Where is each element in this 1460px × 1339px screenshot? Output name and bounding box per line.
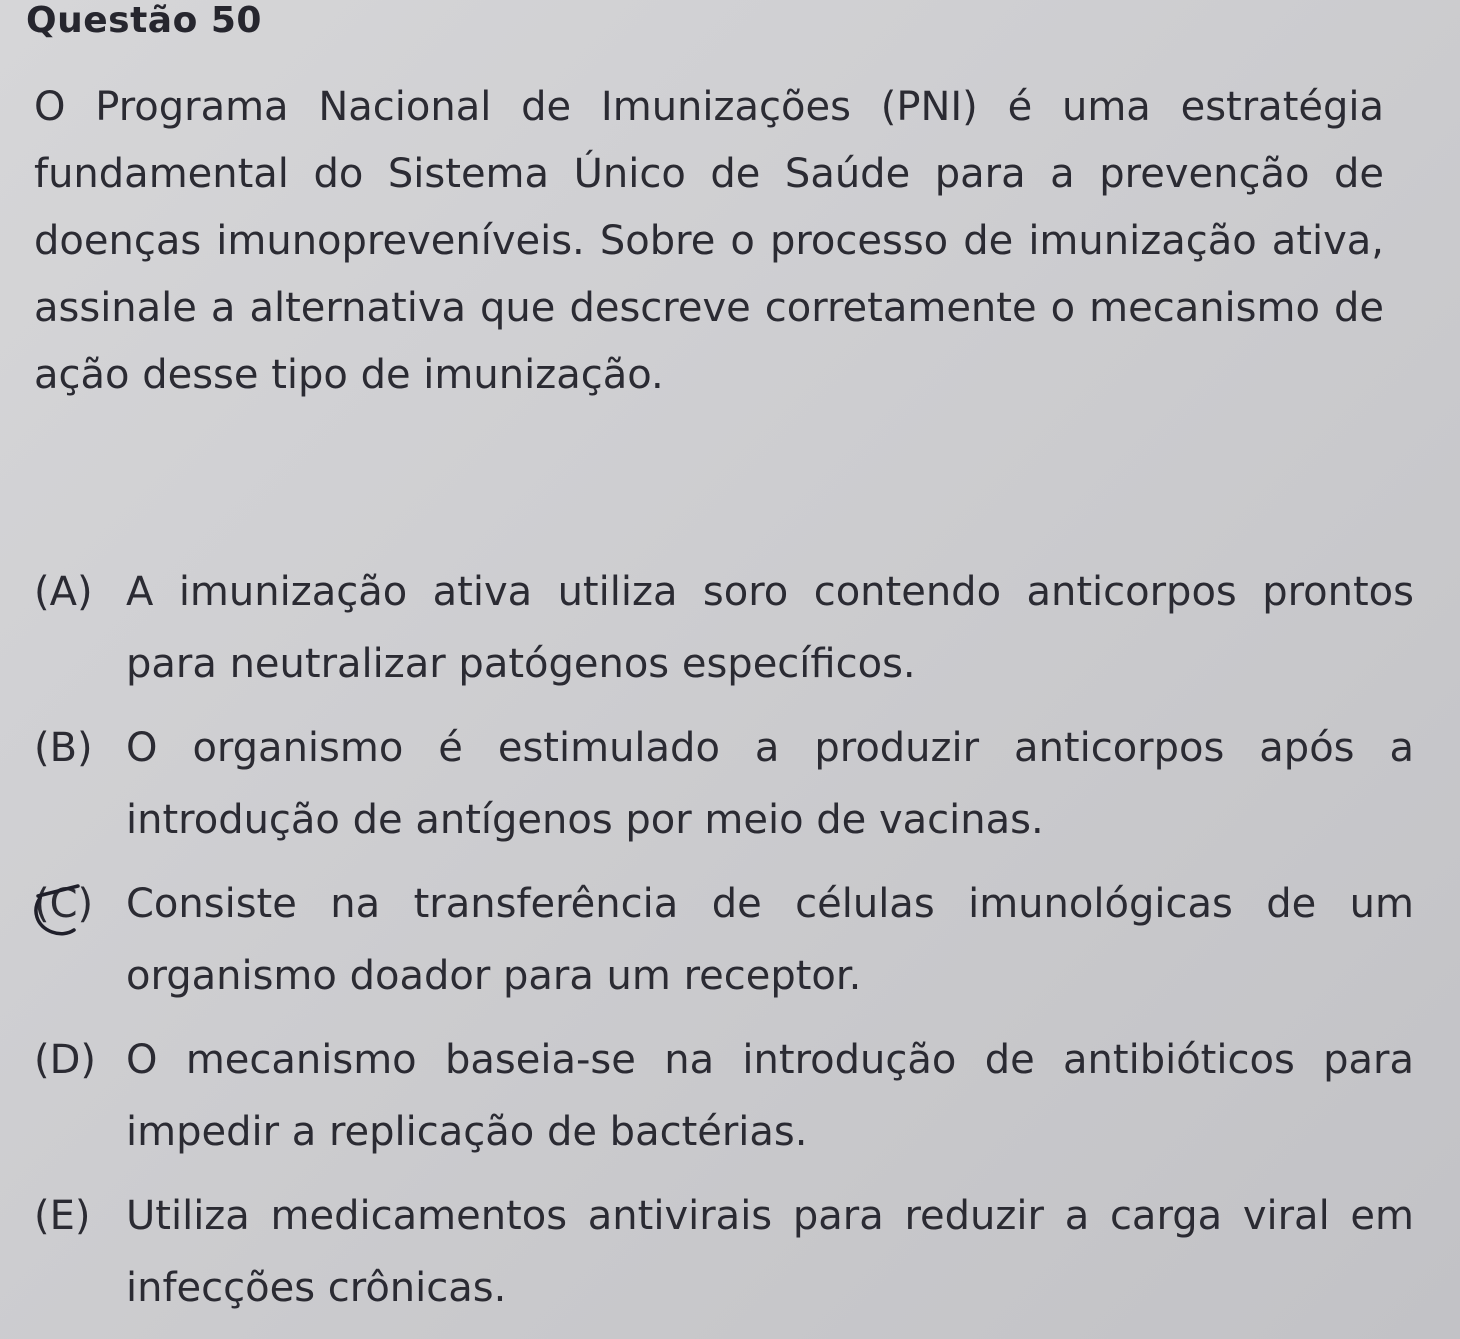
option-a[interactable]: [34, 556, 1414, 700]
option-c[interactable]: [34, 868, 1414, 1012]
answer-options: [34, 556, 1414, 1324]
option-d-text: O mecanismo baseia-se na introdução de antibióticos para impedir a replicação de bactérias.: [126, 1037, 1414, 1155]
question-title: Questão 50: [26, 0, 262, 41]
option-b-text: O organismo é estimulado a produzir anticorpos após a introdução de antígenos por meio de vacinas.: [126, 725, 1414, 843]
option-b-letter: (B): [34, 725, 93, 771]
question-stem: O Programa Nacional de Imunizações (PNI) é uma estratégia fundamental do Sistema Único de Saúde para a prevenção de doenças imunopreveníveis. Sobre o processo de imunização ativa, assinale a alternativa que descreve corretamente o mecanismo de ação desse tipo de imunização.: [34, 84, 1384, 398]
option-d-letter: (D): [34, 1037, 97, 1083]
option-d[interactable]: [34, 1024, 1414, 1168]
pen-mark-icon: [30, 878, 86, 938]
option-e-letter: (E): [34, 1193, 91, 1239]
option-c-letter: (C): [34, 881, 94, 927]
option-a-letter: (A): [34, 569, 93, 615]
option-c-text: Consiste na transferência de células imunológicas de um organismo doador para um receptor.: [126, 881, 1414, 999]
option-c-letter-wrap: [34, 868, 126, 940]
option-a-text: A imunização ativa utiliza soro contendo anticorpos prontos para neutralizar patógenos específicos.: [126, 569, 1414, 687]
option-e[interactable]: [34, 1180, 1414, 1324]
option-e-text: Utiliza medicamentos antivirais para reduzir a carga viral em infecções crônicas.: [126, 1193, 1414, 1311]
option-b[interactable]: [34, 712, 1414, 856]
